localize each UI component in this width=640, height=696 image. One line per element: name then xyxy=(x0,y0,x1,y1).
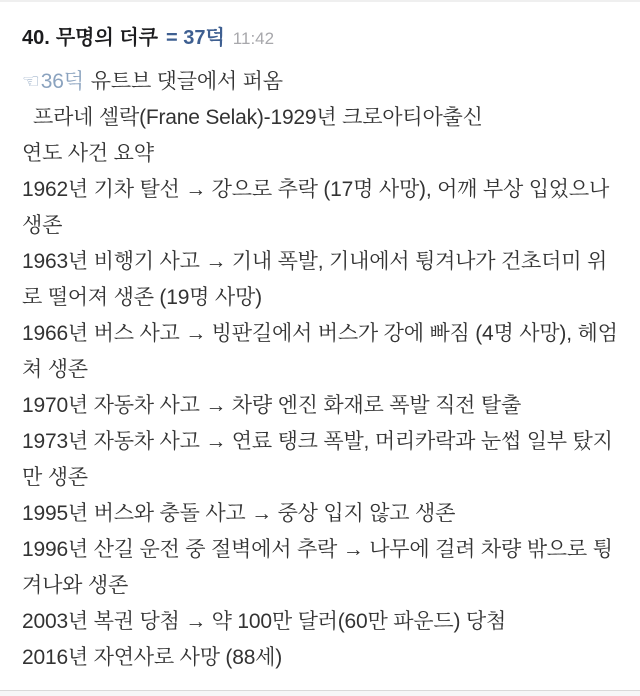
summary-heading: 연도 사건 요약 xyxy=(22,142,154,165)
timeline-line-1996: 1996년 산길 운전 중 절벽에서 추락 → 나무에 걸려 차량 밖으로 튕겨나와 생존 xyxy=(22,538,613,597)
timeline-line-1970: 1970년 자동차 사고 → 차량 엔진 화재로 폭발 직전 탈출 xyxy=(22,394,522,417)
person-intro-line: 프라네 셀락(Frane Selak)-1929년 크로아티아출신 xyxy=(33,106,483,129)
comment-card xyxy=(0,2,640,676)
timeline-line-1963: 1963년 비행기 사고 → 기내 폭발, 기내에서 튕겨나가 건초더미 위로 떨어져 생존 (19명 사망) xyxy=(22,250,608,309)
reply-target-label: 36덕 xyxy=(40,70,84,93)
timeline-line-1973: 1973년 자동차 사고 → 연료 탱크 폭발, 머리카락과 눈썹 일부 탔지만 생존 xyxy=(22,430,613,489)
reply-mention-link[interactable] xyxy=(22,70,84,93)
timeline-line-2016: 2016년 자연사로 사망 (88세) xyxy=(22,646,283,669)
comment-header xyxy=(22,26,622,51)
comment-content xyxy=(22,64,622,676)
pointing-hand-icon: ☜ xyxy=(22,71,40,93)
timeline-line-1966: 1966년 버스 사고 → 빙판길에서 버스가 강에 빠짐 (4명 사망), 헤엄쳐 생존 xyxy=(22,322,618,381)
deok-count-button[interactable]: = 37덕 xyxy=(165,27,225,49)
timeline-line-2003: 2003년 복권 당첨 → 약 100만 달러(60만 파운드) 당첨 xyxy=(22,610,507,633)
comment-timestamp: 11:42 xyxy=(232,29,275,48)
reply-reference-line xyxy=(22,64,622,100)
comment-number: 40. xyxy=(22,27,50,49)
next-comment-divider xyxy=(0,690,640,696)
timeline-line-1995: 1995년 버스와 충돌 사고 → 중상 입지 않고 생존 xyxy=(22,502,456,525)
timeline-line-1962: 1962년 기차 탈선 → 강으로 추락 (17명 사망), 어깨 부상 입었으나 생존 xyxy=(22,178,610,237)
reply-intro-text: 유트브 댓글에서 퍼옴 xyxy=(90,70,283,93)
comment-nickname: 무명의 더쿠 xyxy=(55,27,158,49)
